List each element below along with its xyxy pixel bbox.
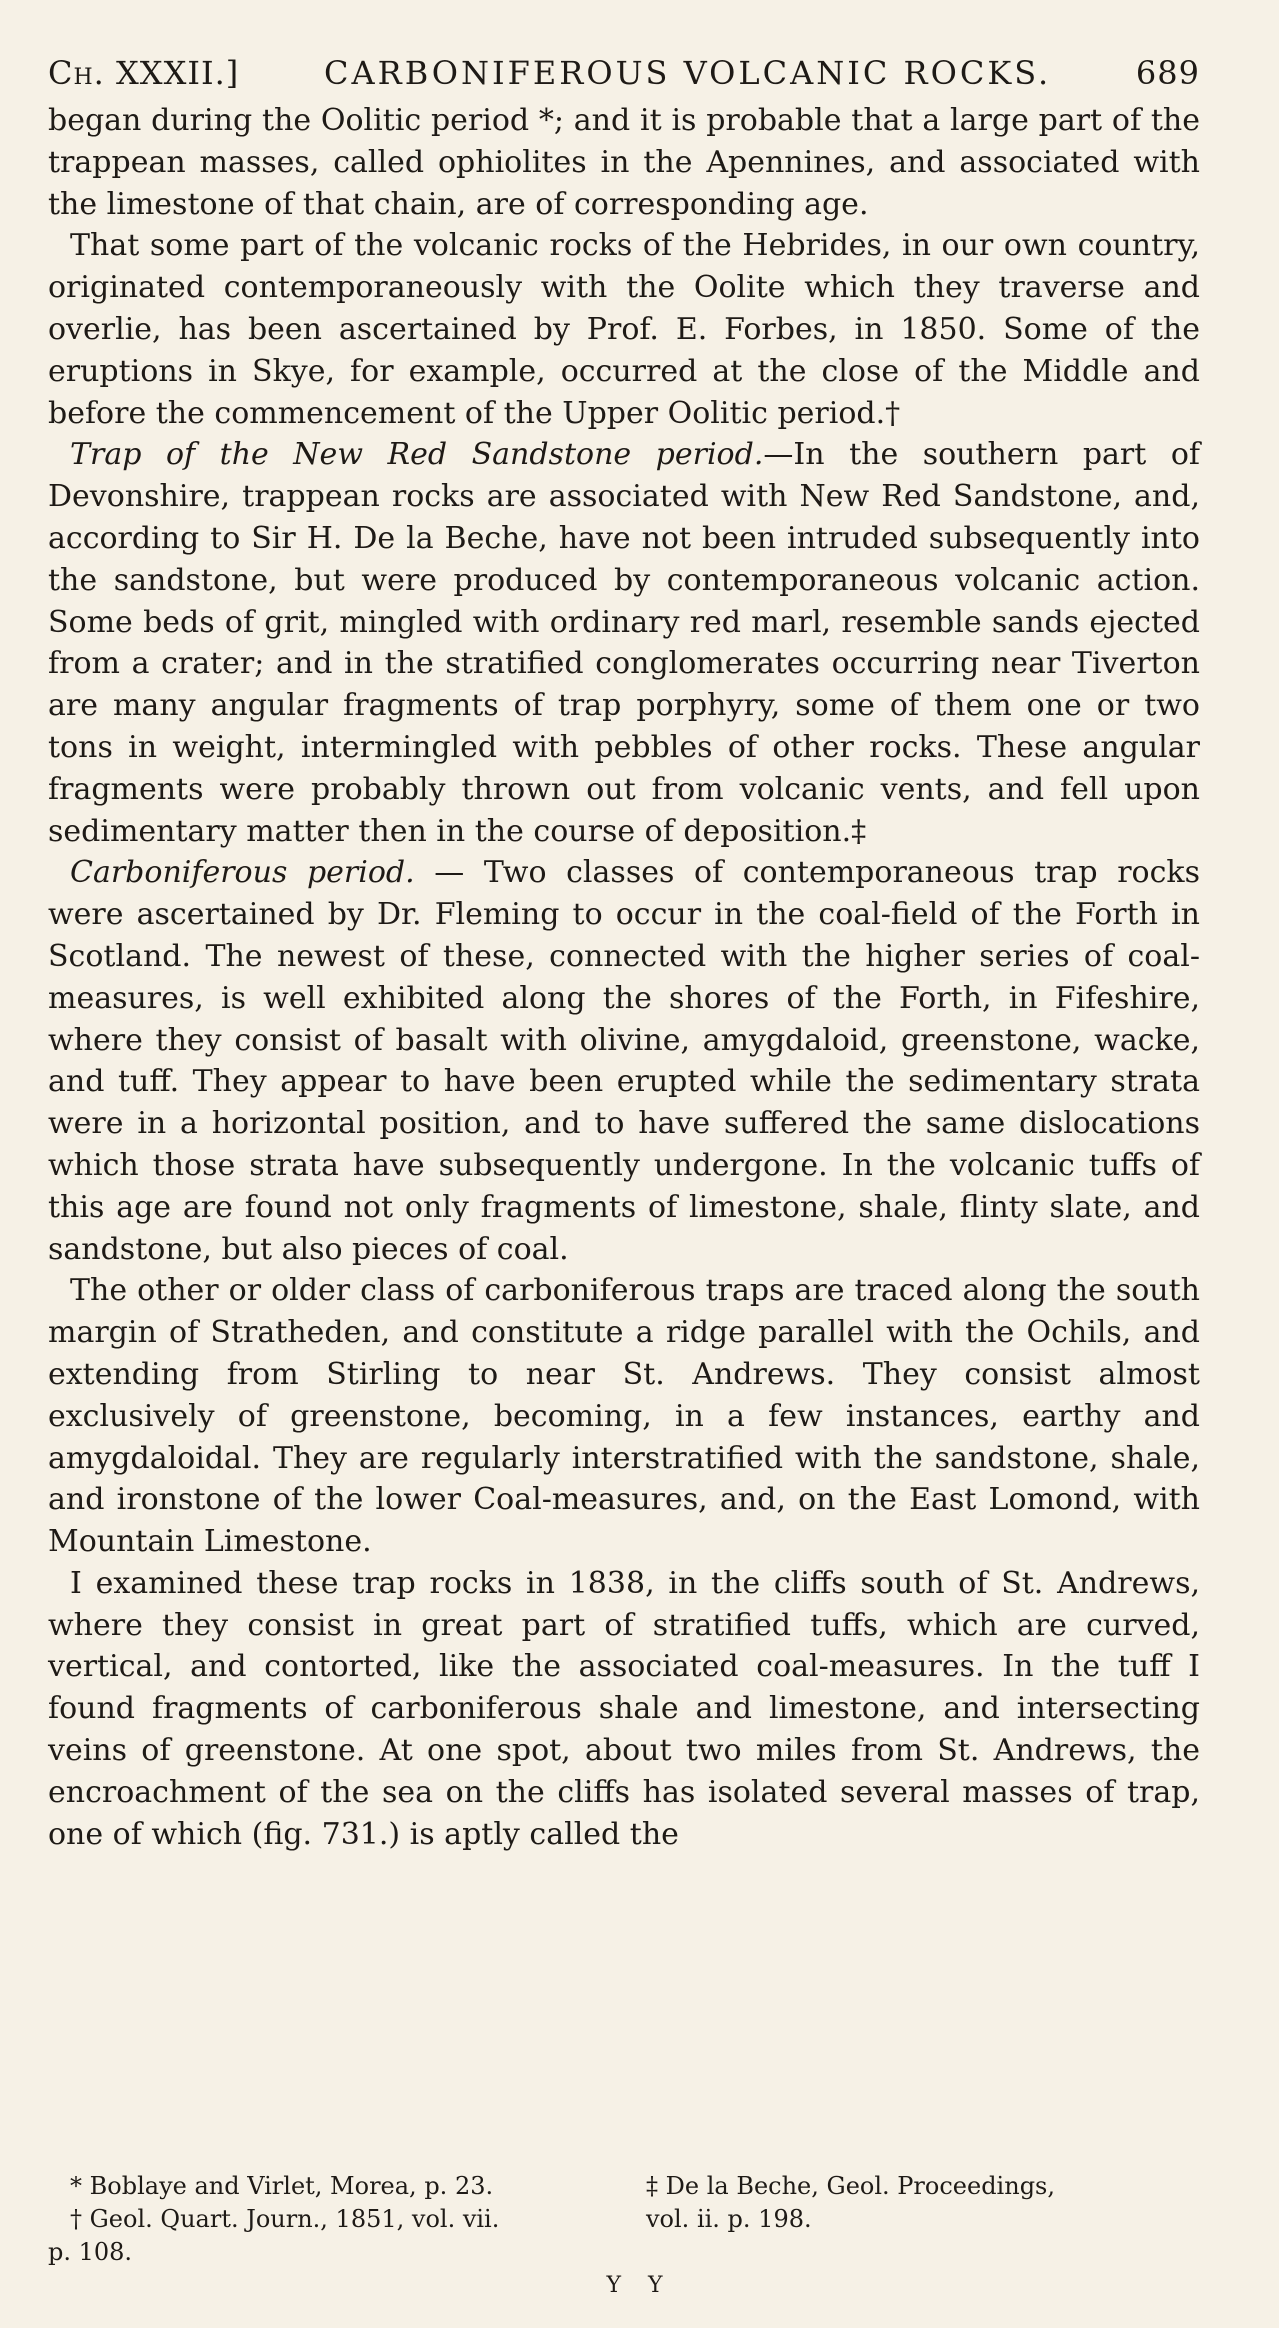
paragraph-6 — [48, 1563, 1200, 1856]
footnote-row — [48, 2170, 1200, 2269]
chapter-label: Ch. XXXII.] — [48, 54, 240, 92]
footnote-double-dagger: ‡ De la Beche, Geol. Proceedings, — [646, 2172, 1055, 2200]
paragraph-1 — [48, 100, 1200, 225]
running-title: CARBONIFEROUS VOLCANIC ROCKS. — [324, 54, 1052, 92]
footnote-dagger-continued: p. 108. — [48, 2238, 133, 2266]
footnote-dagger: † Geol. Quart. Journ., 1851, vol. vii. — [70, 2205, 500, 2233]
paragraph-2 — [48, 225, 1200, 434]
footnotes-left-column — [48, 2170, 624, 2269]
paragraph-3 — [48, 434, 1200, 852]
paragraph-5 — [48, 1270, 1200, 1563]
paragraph-4 — [48, 852, 1200, 1270]
footnotes — [48, 2170, 1200, 2269]
paragraph-4-text: — Two classes of contemporaneous trap rocks were ascertained by Dr. Fleming to occur in the coal-field of the Forth in Scotland. The newest of these, connected with the higher series of coal-measures, is well exhibited along the shores of the Forth, in Fifeshire, where they consist of basalt with olivine, amygdaloid, greenstone, wacke, and tuff. They appear to have been erupted while the sedimentary strata were in a horizontal position, and to have suffered the same dislocations which those strata have subsequently undergone. In the volcanic tuffs of this age are found not only fragments of limestone, shale, flinty slate, and sandstone, but also pieces of coal. — [48, 855, 1200, 1267]
footnotes-right-column — [624, 2170, 1200, 2269]
page-number: 689 — [1135, 54, 1200, 92]
section-heading-new-red-sandstone: Trap of the New Red Sandstone period. — [70, 437, 764, 473]
body-text — [48, 100, 1200, 1855]
paragraph-2-text: That some part of the volcanic rocks of the Hebrides, in our own country, originated contemporaneously with the Oolite which they traverse and overlie, has been ascertained by Prof. E. Forbes, in 1850. Some of the eruptions in Skye, for example, occurred at the close of the Middle and before the commencement of the Upper Oolitic period.† — [48, 228, 1200, 431]
paragraph-5-text: The other or older class of carboniferous traps are traced along the south margin of Stratheden, and constitute a ridge parallel with the Ochils, and extending from Stirling to near St. Andrews. They consist almost exclusively of greenstone, becoming, in a few instances, earthy and amygdaloidal. They are regularly interstratified with the sandstone, shale, and ironstone of the lower Coal-measures, and, on the East Lomond, with Mountain Limestone. — [48, 1273, 1200, 1560]
footnote-asterisk: * Boblaye and Virlet, Morea, p. 23. — [70, 2172, 494, 2200]
section-heading-carboniferous: Carboniferous period. — [70, 855, 415, 891]
paragraph-3-text: —In the southern part of Devonshire, trappean rocks are associated with New Red Sandstone, and, according to Sir H. De la Beche, have not been intruded subsequently into the sandstone, but were produced by contemporaneous volcanic action. Some beds of grit, mingled with ordinary red marl, resemble sands ejected from a crater; and in the stratified conglomerates occurring near Tiverton are many angular fragments of trap porphyry, some of them one or two tons in weight, intermingled with pebbles of other rocks. These angular fragments were probably thrown out from volcanic vents, and fell upon sedimentary matter then in the course of deposition.‡ — [48, 437, 1201, 849]
paragraph-6-text: I examined these trap rocks in 1838, in the cliffs south of St. Andrews, where they consist in great part of stratified tuffs, which are curved, vertical, and contorted, like the associated coal-measures. In the tuff I found fragments of carboniferous shale and limestone, and intersecting veins of greenstone. At one spot, about two miles from St. Andrews, the encroachment of the sea on the cliffs has isolated several masses of trap, one of which (fig. 731.) is aptly called the — [48, 1565, 1200, 1852]
footnote-double-dagger-continued: vol. ii. p. 198. — [646, 2205, 812, 2233]
page — [48, 54, 1200, 1855]
signature-mark: Y Y — [606, 2273, 673, 2298]
paragraph-1-text: began during the Oolitic period *; and it is probable that a large part of the trappean masses, called ophiolites in the Apennines, and associated with the limestone of that chain, are of corresponding age. — [48, 103, 1200, 222]
running-header — [48, 54, 1200, 92]
